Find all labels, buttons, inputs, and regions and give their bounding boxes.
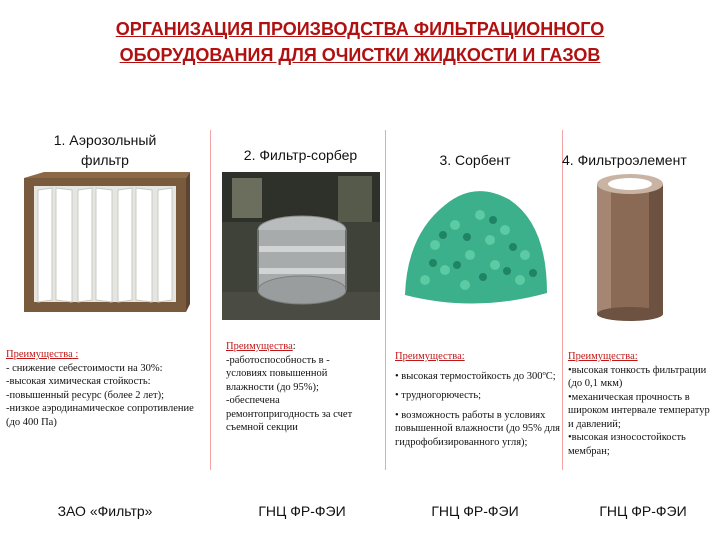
column-divider <box>562 130 563 470</box>
benefits-label: Преимущества <box>6 349 73 360</box>
column-3-heading <box>395 150 555 170</box>
benefit-item: -обеспечена ремонтопригодность за счет <box>226 395 353 420</box>
column-4-footer: ГНЦ ФР-ФЭИ <box>599 503 687 519</box>
title-line-1: ОРГАНИЗАЦИЯ ПРОИЗВОДСТВА ФИЛЬТРАЦИОННОГО <box>115 19 605 39</box>
column-4-heading <box>562 150 720 170</box>
column-3-footer: ГНЦ ФР-ФЭИ <box>431 503 519 519</box>
column-2-heading <box>218 145 383 165</box>
benefit-item: • высокая термостойкость до 300ºС; <box>395 370 556 382</box>
benefit-item: -низкое аэродинамическое сопротивление (до 400 Па) <box>6 403 194 428</box>
heading-line: 1. Аэрозольный <box>53 132 157 148</box>
column-divider <box>385 130 386 470</box>
benefit-item: -повышенный ресурс (более 2 лет); <box>6 389 165 401</box>
column-4-benefits <box>568 350 713 458</box>
column-3-benefits <box>395 350 560 449</box>
aerosol-filter-photo <box>22 172 190 316</box>
page-title <box>20 16 700 68</box>
benefit-item: - снижение себестоимости на 30%: <box>6 362 163 374</box>
column-1-footer: ЗАО «Фильтр» <box>57 503 153 519</box>
benefit-item: • возможность работы в условиях повышенной влажности (до 95% для гидрофобизированного угля); <box>395 409 560 448</box>
benefit-item: -работоспособность в - условиях повышенной <box>226 354 330 379</box>
heading-line: 3. Сорбент <box>439 152 511 168</box>
benefits-label: Преимущества: <box>568 351 638 362</box>
column-2-footer: ГНЦ ФР-ФЭИ <box>258 503 346 519</box>
benefit-item: •высокая износостойкость мембран; <box>568 432 686 457</box>
column-2-benefits <box>226 340 356 435</box>
column-divider <box>210 130 211 470</box>
benefits-label: Преимущества: <box>395 351 465 362</box>
benefit-item: съемной секции <box>226 422 298 433</box>
filter-element-photo <box>593 172 667 322</box>
column-1-heading <box>20 130 190 170</box>
benefit-item: •высокая тонкость фильтрации (до 0,1 мкм) <box>568 364 707 389</box>
benefits-label-suffix: : <box>72 349 79 360</box>
column-1-benefits <box>6 348 206 429</box>
benefits-label: Преимущества <box>226 341 293 352</box>
heading-line: 4. Фильтроэлемент <box>562 152 687 168</box>
sorbent-granules-photo <box>395 175 555 315</box>
title-line-2: ОБОРУДОВАНИЯ ДЛЯ ОЧИСТКИ ЖИДКОСТИ И ГАЗОВ <box>119 45 601 65</box>
filter-sorber-photo <box>222 172 380 320</box>
benefit-item: -высокая химическая стойкость: <box>6 376 151 387</box>
benefit-item: влажности (до 95%); <box>226 381 319 393</box>
benefits-label-suffix: : <box>292 341 296 352</box>
heading-line: 2. Фильтр-сорбер <box>243 147 358 163</box>
benefit-item: • трудногорючесть; <box>395 390 482 401</box>
benefit-item: •механическая прочность в широком интервале температур и давлений; <box>568 391 710 430</box>
heading-line: фильтр <box>81 152 129 168</box>
